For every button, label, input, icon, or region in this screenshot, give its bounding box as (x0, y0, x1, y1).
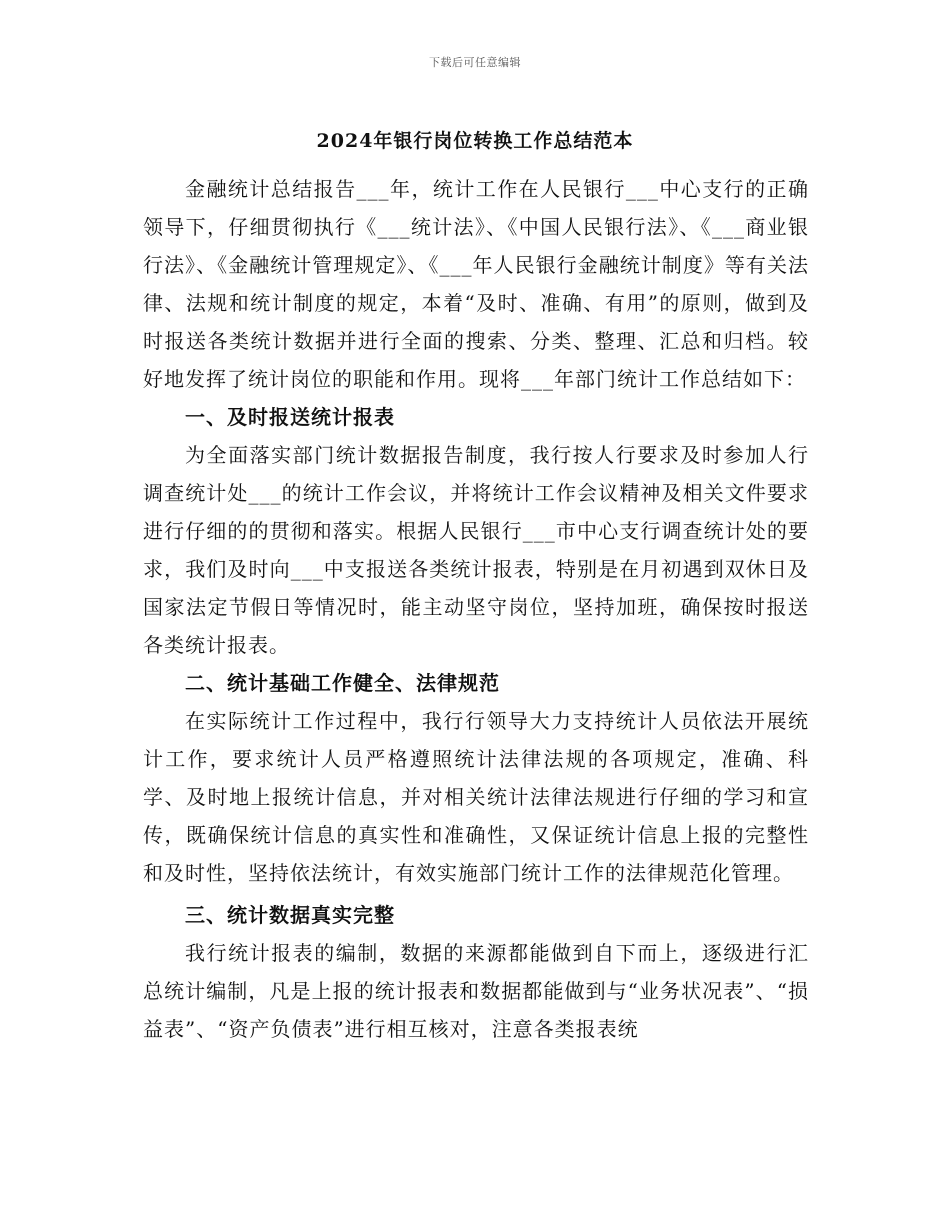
document-body (143, 170, 809, 1048)
section-heading-2: 二、统计基础工作健全、法律规范 (185, 671, 500, 695)
section-heading-1: 一、及时报送统计报表 (185, 405, 395, 429)
section-body-3: 我行统计报表的编制，数据的来源都能做到自下而上，逐级进行汇总统计编制，凡是上报的统计报表和数据都能做到与“业务状况表”、“损益表”、“资产负债表”进行相互核对，注意各类报表统 (143, 941, 809, 1041)
document-title: 2024年银行岗位转换工作总结范本 (316, 130, 634, 152)
section-body-1: 为全面落实部门统计数据报告制度，我行按人行要求及时参加人行调查统计处___的统计工作会议，并将统计工作会议精神及相关文件要求进行仔细的的贯彻和落实。根据人民银行___市中心支行调查统计处的要求，我们及时向___中支报送各类统计报表，特别是在月初遇到双休日及国家法定节假日等情况时，能主动坚守岗位，坚持加班，确保按时报送各类统计报表。 (143, 443, 809, 657)
section-body-2: 在实际统计工作过程中，我行行领导大力支持统计人员依法开展统计工作，要求统计人员严格遵照统计法律法规的各项规定，准确、科学、及时地上报统计信息，并对相关统计法律法规进行仔细的学习和宣传，既确保统计信息的真实性和准确性，又保证统计信息上报的完整性和及时性，坚持依法统计，有效实施部门统计工作的法律规范化管理。 (143, 709, 809, 885)
header-note: 下载后可任意编辑 (429, 56, 521, 69)
section-heading-3: 三、统计数据真实完整 (185, 903, 395, 927)
intro-paragraph: 金融统计总结报告___年，统计工作在人民银行___中心支行的正确领导下，仔细贯彻执行《___统计法》、《中国人民银行法》、《___商业银行法》、《金融统计管理规定》、《___年人民银行金融统计制度》等有关法律、法规和统计制度的规定，本着“及时、准确、有用”的原则，做到及时报送各类统计数据并进行全面的搜索、分类、整理、汇总和归档。较好地发挥了统计岗位的职能和作用。现将___年部门统计工作总结如下： (143, 177, 809, 391)
